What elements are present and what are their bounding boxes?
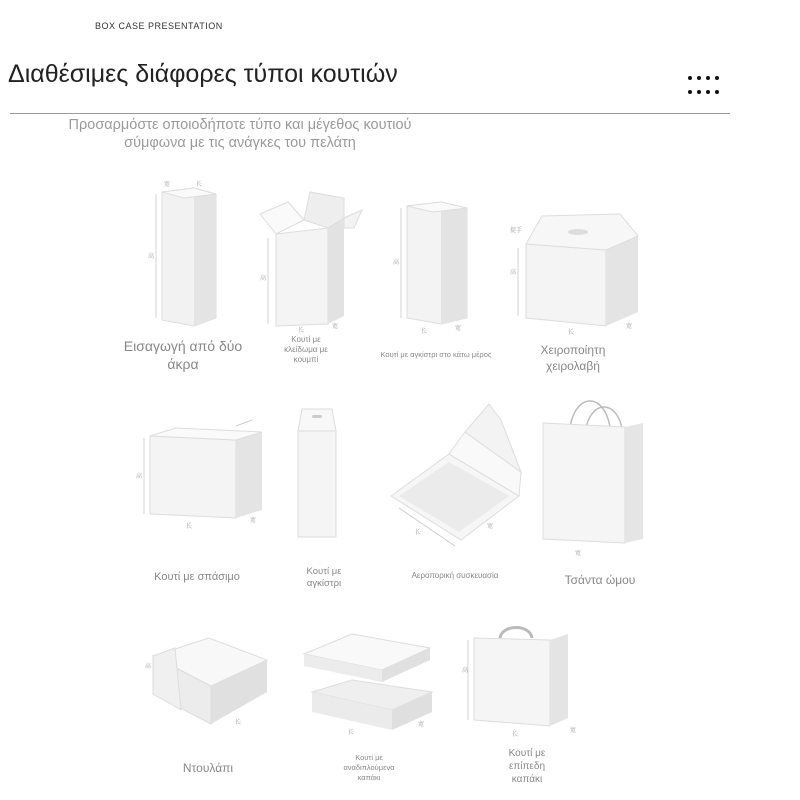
dim-width-glyph-7: 宽 <box>575 551 582 557</box>
page-subtitle <box>20 116 460 152</box>
dim-width-glyph: 宽 <box>164 182 171 188</box>
mailer-box-image <box>385 400 525 550</box>
box-label-lid: Κουτί με αναδιπλούμενα καπάκι <box>343 753 395 782</box>
dim-length-glyph-3: 长 <box>421 329 428 335</box>
box-label-mailer: Αεροπορική συσκευασία <box>411 571 499 580</box>
dim-width-glyph-5: 宽 <box>250 518 257 524</box>
title-divider <box>10 113 730 114</box>
dim-length-glyph-8: 长 <box>235 720 242 726</box>
dim-width-glyph-3: 宽 <box>455 326 462 332</box>
dim-height-glyph-8: 高 <box>145 664 152 670</box>
section-eyebrow: BOX CASE PRESENTATION <box>95 21 223 31</box>
flat-lid-box-image <box>462 622 592 742</box>
dim-height-glyph-10: 高 <box>462 668 469 674</box>
dim-height-glyph: 高 <box>148 254 155 260</box>
dim-height-glyph-4: 高 <box>510 270 517 276</box>
tuck-end-box-image <box>150 180 230 330</box>
subtitle-line-2: σύμφωνα με τις ανάγκες του πελάτη <box>124 135 356 151</box>
box-label-hook-bottom: Κουτί με αγκίστρι στο κάτω μέρος <box>380 350 492 359</box>
box-label-drawer: Ντουλάπι <box>182 761 234 775</box>
dim-width-glyph-10: 宽 <box>570 728 577 734</box>
dim-length-glyph-2: 长 <box>298 328 305 334</box>
dim-length-glyph-9: 长 <box>348 730 355 736</box>
subtitle-line-1: Προσαρμόστε οποιοδήποτε τύπο και μέγεθος κουτιού <box>68 117 412 133</box>
box-label-tuck-end: Εισαγωγή από δύο άκρα <box>123 338 243 372</box>
handle-box-image <box>508 210 658 340</box>
box-label-lock-bottom: Κουτί με κλείδωμα με κουμπί <box>284 335 328 364</box>
dim-handle-glyph: 提手 <box>510 228 523 234</box>
box-label-snap: Κουτί με σπάσιμο <box>154 571 240 583</box>
box-label-hang-tab: Κουτί με αγκίστρι <box>306 566 342 589</box>
box-label-shopping-bag: Τσάντα ώμου <box>564 573 636 587</box>
dim-length-glyph-6: 长 <box>415 530 422 536</box>
dim-width-glyph-2: 宽 <box>332 324 339 330</box>
dim-height-glyph-2: 高 <box>260 276 267 282</box>
dim-length-glyph-5: 长 <box>186 524 193 530</box>
lock-bottom-box-image <box>258 188 368 333</box>
lid-box-image <box>298 630 443 735</box>
dim-width-glyph-4: 宽 <box>626 324 633 330</box>
hang-tab-box-image <box>290 405 345 540</box>
dim-length-glyph: 长 <box>196 182 203 188</box>
dim-height-glyph-3: 高 <box>393 260 400 266</box>
dim-width-glyph-6: 宽 <box>487 524 494 530</box>
more-menu-icon[interactable] <box>686 74 724 100</box>
dim-length-glyph-4: 长 <box>568 330 575 336</box>
box-label-flat-lid: Κουτί με επίπεδη καπάκι <box>508 748 546 785</box>
drawer-box-image <box>145 628 275 728</box>
hook-bottom-box-image <box>395 190 485 335</box>
dim-height-glyph-5: 高 <box>136 474 143 480</box>
dim-length-glyph-10: 长 <box>512 732 519 738</box>
page-title: Διαθέσιμες διάφορες τύποι κουτιών <box>8 60 398 88</box>
dim-width-glyph-9: 宽 <box>418 722 425 728</box>
shopping-bag-image <box>535 393 655 558</box>
box-label-handle: Χειροποίητη χειρολαβή <box>540 343 606 373</box>
snap-box-image <box>136 418 270 530</box>
